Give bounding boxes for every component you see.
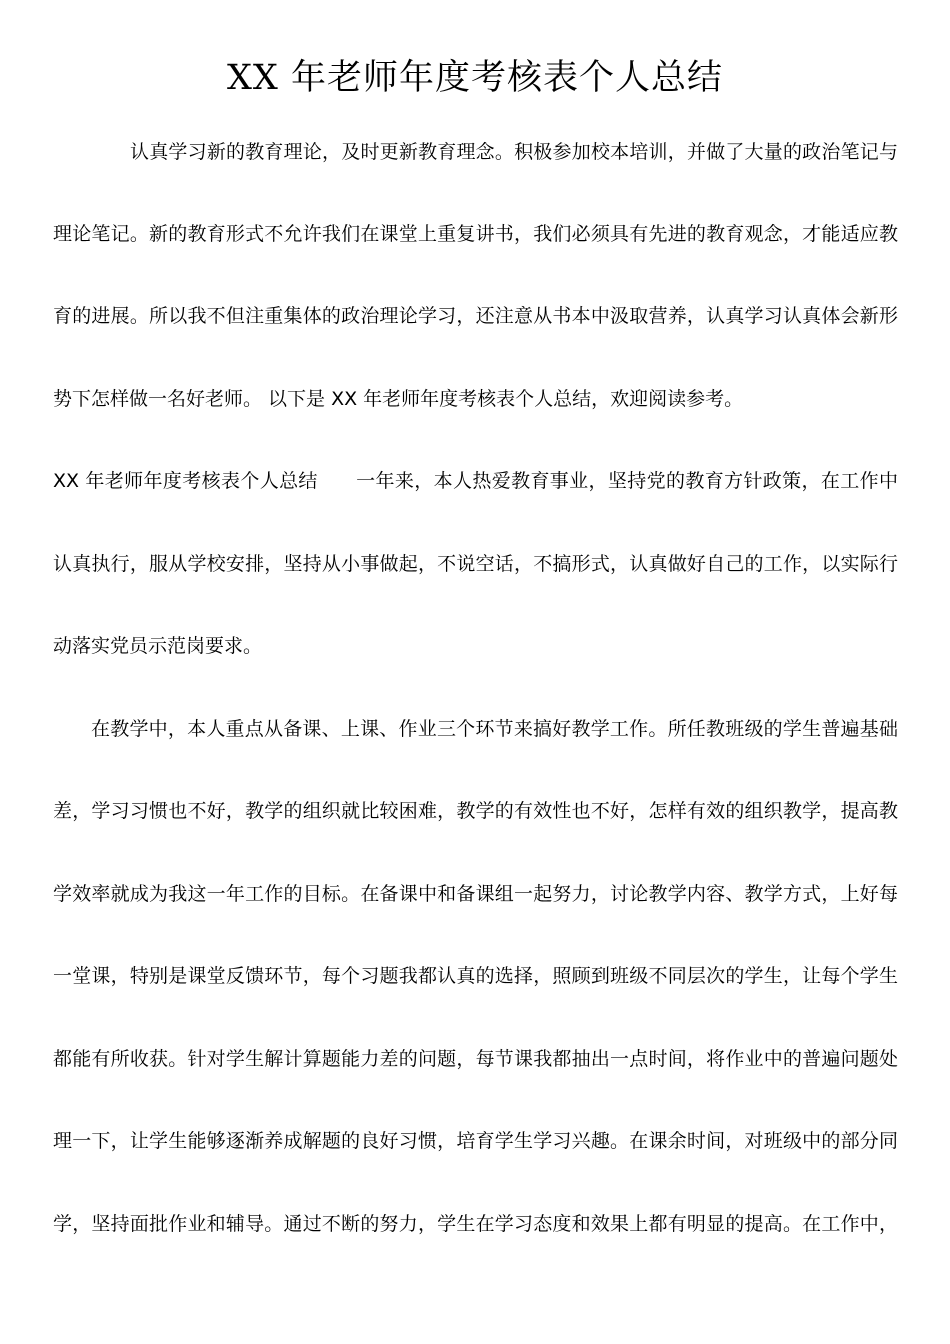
paragraph-line: 学效率就成为我这一年工作的目标。在备课中和备课组一起努力，讨论教学内容、教学方式，上好每 [53, 883, 898, 905]
paragraph-line: 动落实党员示范岗要求。 [53, 635, 263, 657]
paragraph-line: 都能有所收获。针对学生解计算题能力差的问题，每节课我都抽出一点时间，将作业中的普遍问题处 [53, 1048, 898, 1070]
paragraph-line [53, 467, 898, 495]
paragraph-line: 一堂课，特别是课堂反馈环节，每个习题我都认真的选择，照顾到班级不同层次的学生，让每个学生 [53, 965, 898, 987]
paragraph-line: 理论笔记。新的教育形式不允许我们在课堂上重复讲书，我们必须具有先进的教育观念，才能适应教 [53, 223, 898, 245]
paragraph-line: 育的进展。所以我不但注重集体的政治理论学习，还注意从书本中汲取营养，认真学习认真体会新形 [53, 305, 898, 327]
paragraph-line: 认真执行，服从学校安排，坚持从小事做起，不说空话，不搞形式，认真做好自己的工作，以实际行 [53, 553, 898, 575]
paragraph-text: 一年来，本人热爱教育事业，坚持党的教育方针政策，在工作中 [355, 470, 898, 492]
section-heading: XX 年老师年度考核表个人总结 [53, 470, 318, 492]
paragraph-line: 学，坚持面批作业和辅导。通过不断的努力，学生在学习态度和效果上都有明显的提高。在工作中， [53, 1213, 898, 1235]
paragraph-line: 认真学习新的教育理论，及时更新教育理念。积极参加校本培训，并做了大量的政治笔记与 [130, 141, 898, 163]
paragraph-line: 差，学习习惯也不好，教学的组织就比较困难，教学的有效性也不好，怎样有效的组织教学，提高教 [53, 800, 898, 822]
document-title: XX 年老师年度考核表个人总结 [227, 58, 723, 98]
paragraph-line: 势下怎样做一名好老师。 以下是 XX 年老师年度考核表个人总结，欢迎阅读参考。 [53, 388, 744, 410]
paragraph-line: 在教学中，本人重点从备课、上课、作业三个环节来搞好教学工作。所任教班级的学生普遍基础 [91, 718, 898, 740]
paragraph-line: 理一下，让学生能够逐渐养成解题的良好习惯，培育学生学习兴趣。在课余时间，对班级中的部分同 [53, 1130, 898, 1152]
